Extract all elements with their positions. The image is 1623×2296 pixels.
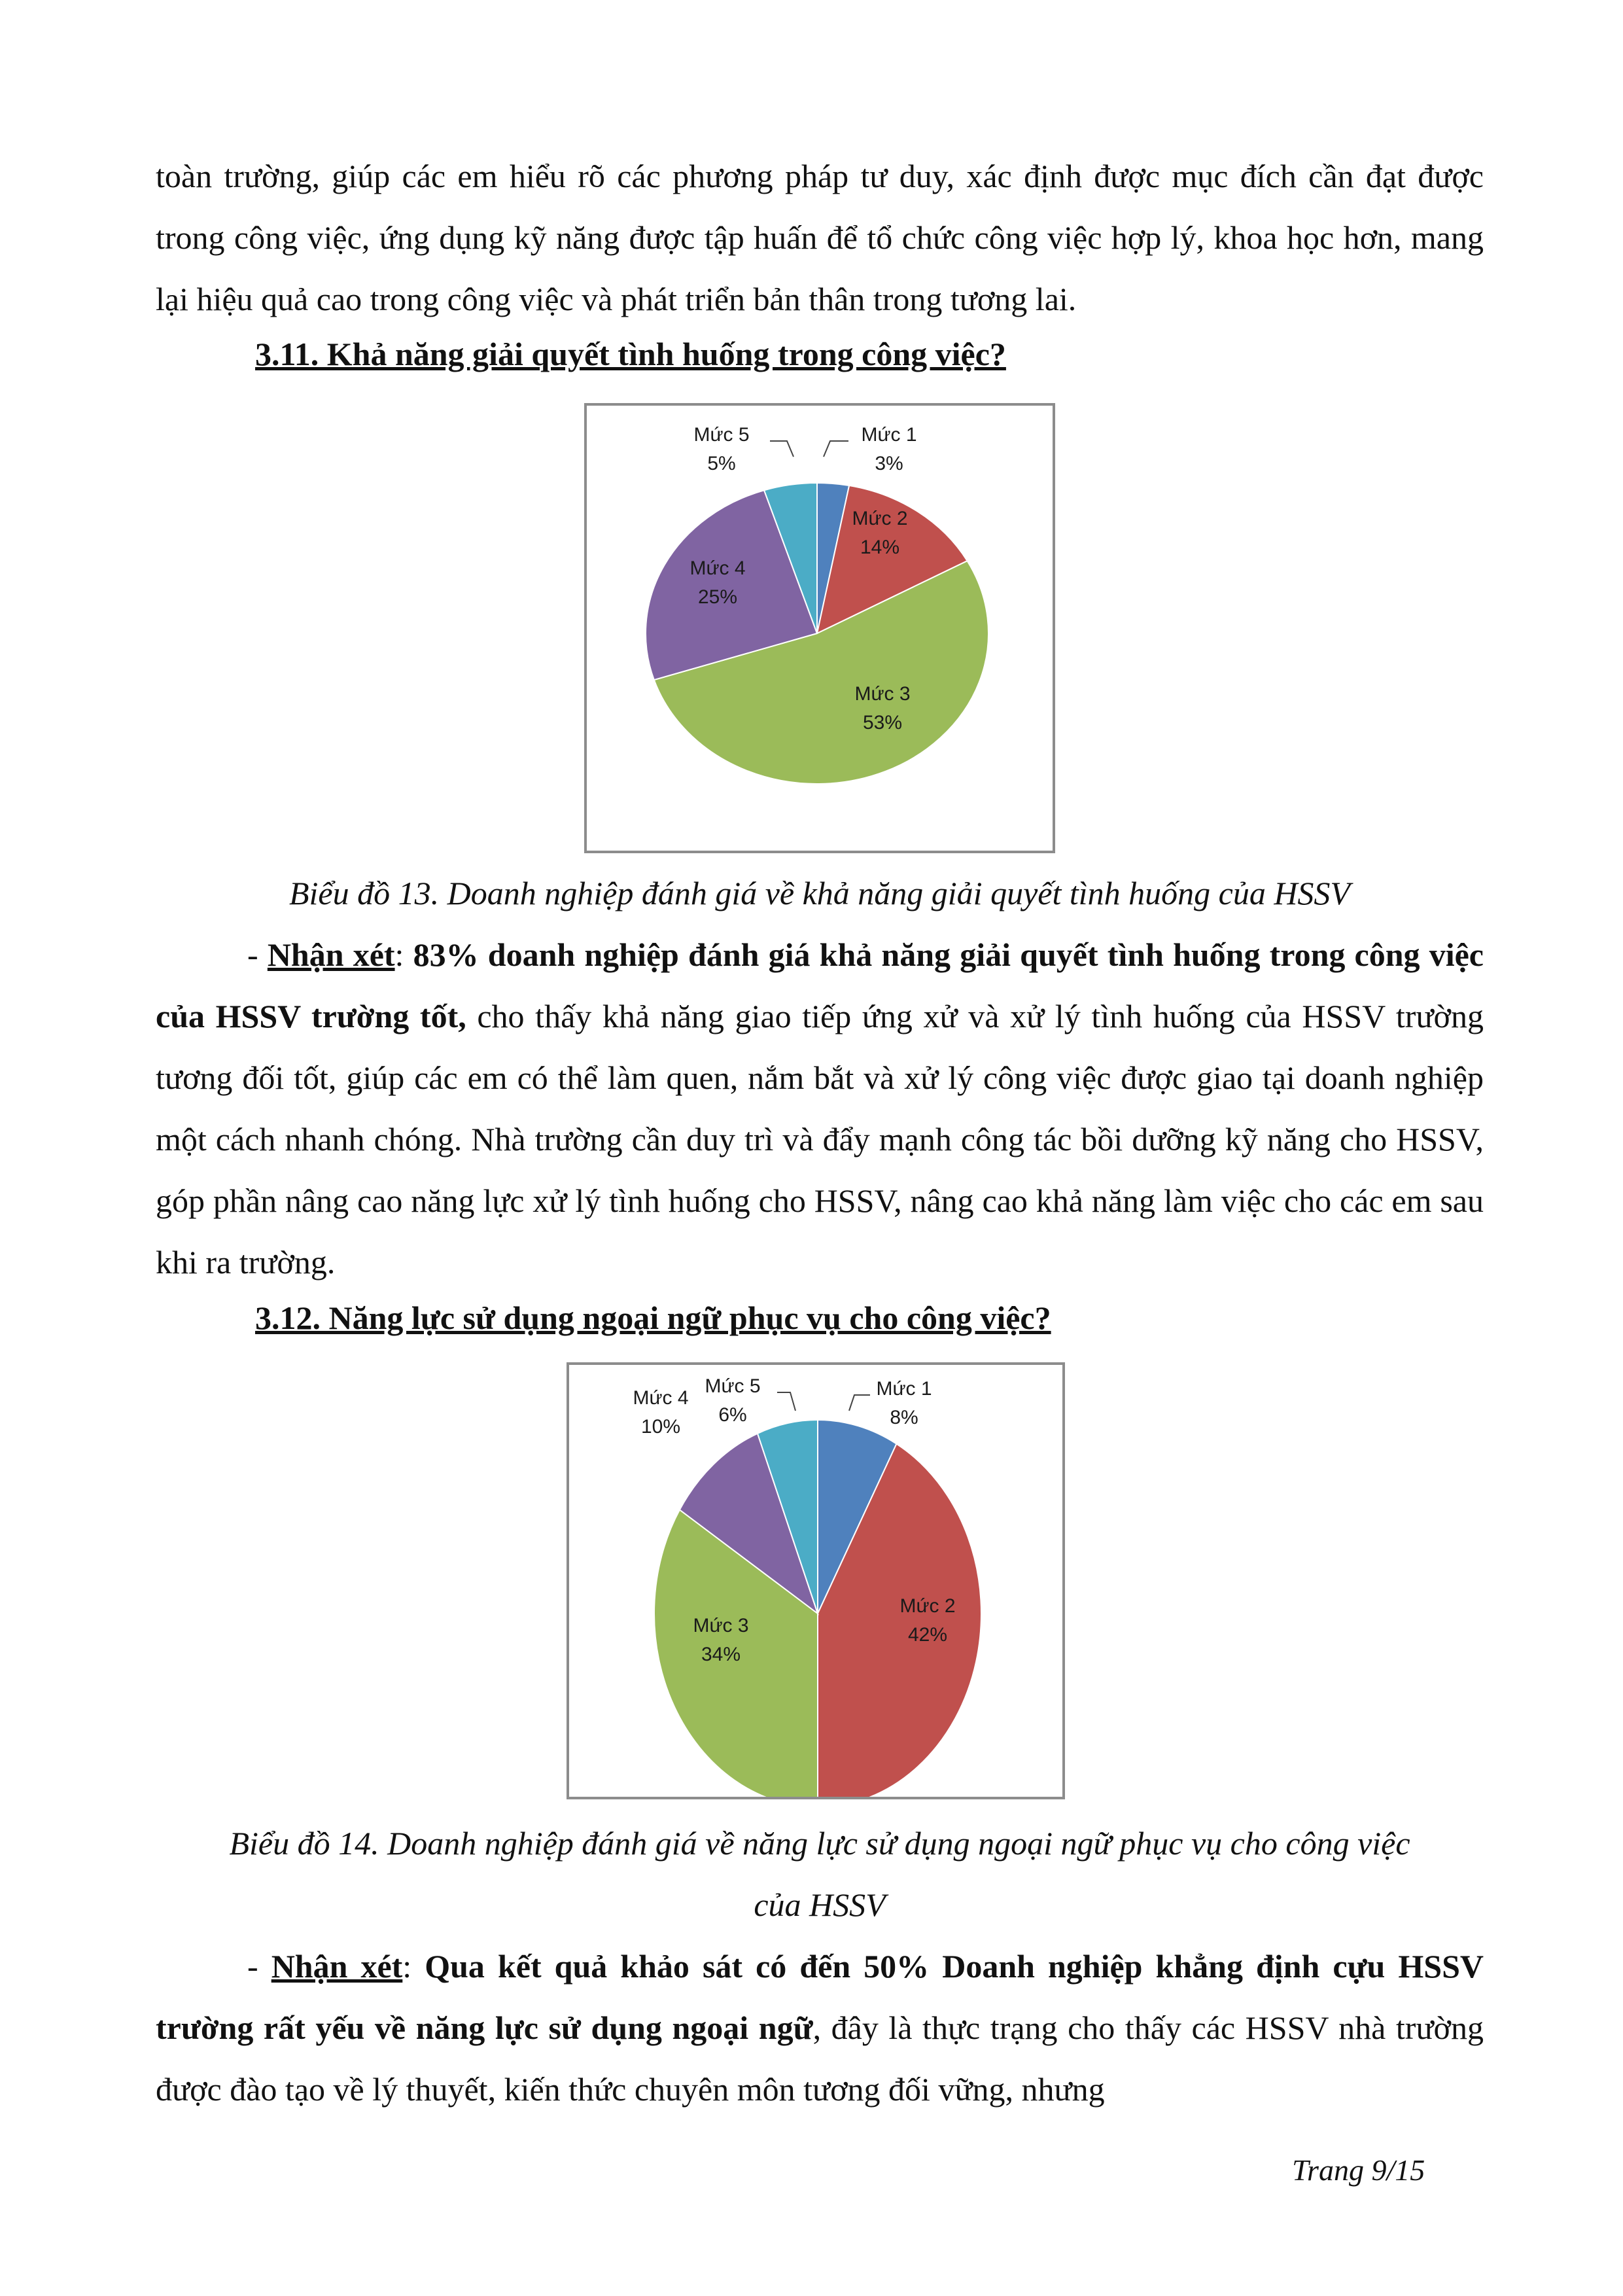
slice-value-label-3: 34% (701, 1644, 741, 1665)
intro-text: toàn trường, giúp các em hiểu rõ các phương pháp tư duy, xác định được mục đích cần đạt được trong công việc, ứng dụng kỹ năng được tập huấn để tổ chức công việc hợp lý, khoa học hơn, mang lại hiệu quả cao trong công việc và phát triển bản thân trong tương lai. (156, 158, 1484, 317)
slice-value-label-1: 3% (875, 453, 903, 474)
slice-category-label-3: Mức 3 (693, 1615, 749, 1636)
slice-category-label-5: Mức 5 (705, 1375, 761, 1397)
remark-2-label: Nhận xét (271, 1948, 403, 1985)
remark-1-rest: cho thấy khả năng giao tiếp ứng xử và xử lý tình huống của HSSV trường tương đối tốt, giúp các em có thể làm quen, nắm bắt và xử lý công việc được giao tại doanh nghiệp một cách nhanh chóng. Nhà trường cần duy trì và đẩy mạnh công tác bồi dưỡng kỹ năng cho HSSV, góp phần nâng cao năng lực xử lý tình huống cho HSSV, nâng cao khả năng làm việc cho các em sau khi ra trường. (156, 998, 1484, 1280)
leader-line-1 (824, 441, 848, 457)
heading-3-11: 3.11. Khả năng giải quyết tình huống trong công việc? (255, 336, 1006, 372)
chart-13-pie (587, 406, 1053, 851)
slice-value-label-4: 10% (640, 1416, 681, 1438)
chart-14-caption-line-2: của HSSV (754, 1886, 886, 1923)
chart-13-caption: Biểu đồ 13. Doanh nghiệp đánh giá về khả năng giải quyết tình huống của HSSV (289, 875, 1350, 911)
leader-line-5 (770, 441, 794, 457)
remark-1-bold: 83% doanh nghiệp đánh giá khả năng giải quyết tình huống trong công việc của HSSV trường tốt, (156, 936, 1484, 1034)
heading-3-12: 3.12. Năng lực sử dụng ngoại ngữ phục vụ cho công việc? (255, 1299, 1051, 1336)
slice-category-label-2: Mức 2 (852, 508, 908, 529)
remark-2-bold: Qua kết quả khảo sát có đến 50% Doanh nghiệp khẳng định cựu HSSV trường rất yếu về năng lực sử dụng ngoại ngữ (156, 1948, 1484, 2046)
leader-line-1 (849, 1395, 870, 1411)
slice-category-label-2: Mức 2 (899, 1595, 956, 1617)
chart-14-caption-line-1: Biểu đồ 14. Doanh nghiệp đánh giá về năng lực sử dụng ngoại ngữ phục vụ cho công việc (229, 1825, 1410, 1862)
remark-1-paragraph (156, 924, 1484, 1293)
leader-line-5 (777, 1392, 795, 1411)
slice-category-label-1: Mức 1 (876, 1378, 932, 1400)
slice-category-label-5: Mức 5 (693, 424, 750, 446)
slice-value-label-1: 8% (890, 1407, 918, 1428)
slice-category-label-1: Mức 1 (861, 424, 917, 446)
remark-2-paragraph (156, 1935, 1484, 2120)
remark-1-dash: - (247, 936, 268, 973)
chart-14-pie (569, 1365, 1062, 1797)
slice-category-label-3: Mức 3 (854, 683, 911, 705)
slice-value-label-5: 6% (718, 1404, 747, 1426)
slice-category-label-4: Mức 4 (633, 1387, 689, 1409)
remark-2-rest: , đây là thực trạng cho thấy các HSSV nhà trường được đào tạo về lý thuyết, kiến thức chuyên môn tương đối vững, nhưng (156, 2009, 1484, 2108)
remark-1-colon: : (394, 936, 413, 973)
slice-value-label-2: 14% (860, 537, 900, 558)
slice-value-label-2: 42% (907, 1624, 948, 1646)
chart-14-frame (567, 1362, 1065, 1799)
remark-2-colon: : (402, 1948, 425, 1985)
chart-13-frame (584, 403, 1055, 853)
page-number: Trang 9/15 (1292, 2153, 1425, 2187)
slice-value-label-4: 25% (697, 586, 738, 608)
remark-2-dash: - (247, 1948, 271, 1985)
slice-category-label-4: Mức 4 (689, 557, 746, 579)
slice-value-label-3: 53% (862, 712, 903, 733)
slice-value-label-5: 5% (707, 453, 736, 474)
remark-1-label: Nhận xét (267, 936, 395, 973)
intro-paragraph (156, 145, 1484, 330)
